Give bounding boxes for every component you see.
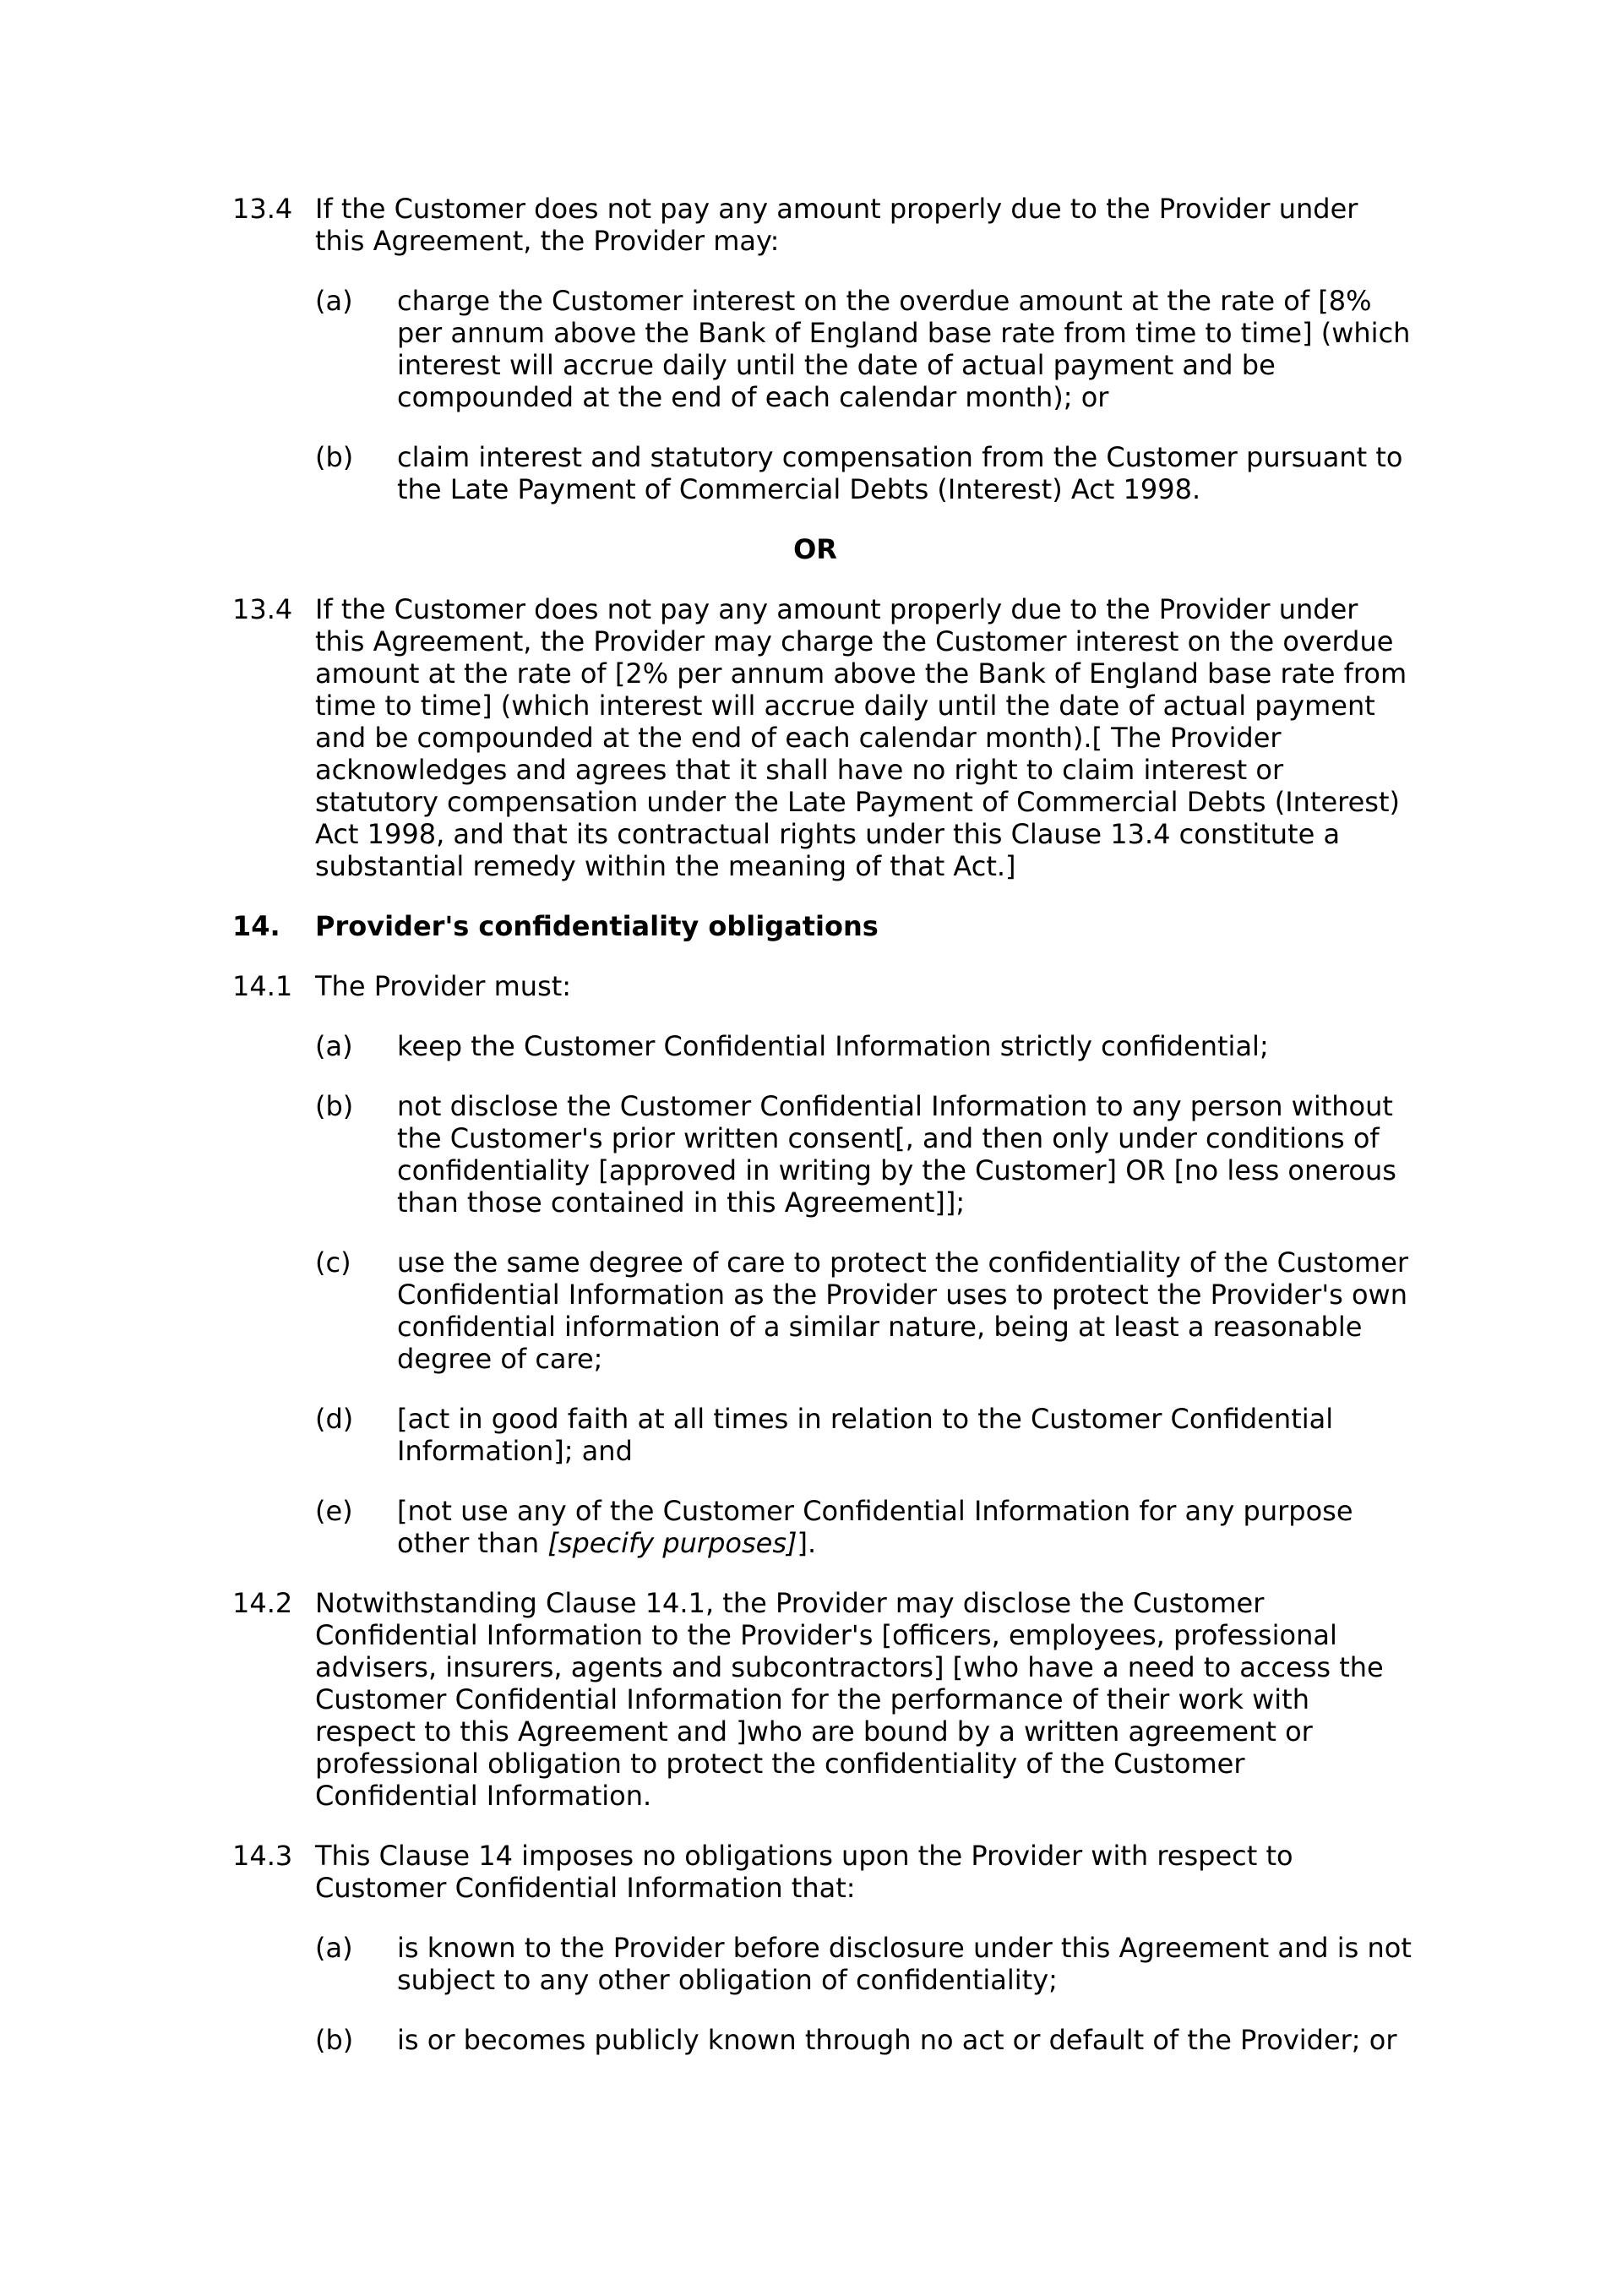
section-title: Provider's confidentiality obligations	[315, 910, 879, 942]
list-item	[232, 1403, 1415, 1467]
clause-14-1	[232, 970, 1415, 1002]
list-item	[232, 1932, 1415, 1996]
item-letter: (c)	[315, 1246, 351, 1279]
list-item	[232, 1246, 1415, 1375]
list-item	[232, 1495, 1415, 1559]
item-letter: (a)	[315, 1030, 353, 1062]
item-letter: (a)	[315, 1932, 353, 1964]
section-number: 14.	[232, 910, 280, 942]
clause-number: 14.3	[232, 1840, 293, 1872]
item-letter: (e)	[315, 1495, 353, 1527]
list-item	[232, 1090, 1415, 1219]
item-text-placeholder: [specify purposes]	[547, 1527, 797, 1559]
item-letter: (d)	[315, 1403, 354, 1435]
clause-text: The Provider must:	[315, 970, 572, 1002]
item-text: use the same degree of care to protect the confidentiality of the Customer Confidential Information as the Provider uses to protect the Provider's own confidential information of a similar nature, being at least a reasonable degree of care;	[397, 1246, 1409, 1375]
clause-number: 13.4	[232, 193, 293, 225]
clause-number: 13.4	[232, 593, 293, 625]
item-text: not disclose the Customer Confidential Information to any person without the Customer's prior written consent[, and then only under conditions of confidentiality [approved in writing by the Customer] OR [no less onerous than those contained in this Agreement]];	[397, 1090, 1396, 1219]
item-letter: (b)	[315, 441, 354, 473]
item-text: is or becomes publicly known through no act or default of the Provider; or	[397, 2024, 1397, 2056]
item-text: keep the Customer Confidential Information strictly confidential;	[397, 1030, 1269, 1062]
section-heading-14	[232, 910, 1415, 942]
or-separator: OR	[793, 533, 837, 565]
item-letter: (b)	[315, 2024, 354, 2056]
list-item	[232, 2024, 1415, 2056]
item-text: is known to the Provider before disclosure under this Agreement and is not subject to any other obligation of confidentiality;	[397, 1932, 1412, 1996]
document-page	[232, 193, 1415, 2084]
clause-14-3	[232, 1840, 1415, 1904]
list-item	[232, 441, 1415, 505]
clause-number: 14.2	[232, 1587, 293, 1619]
item-letter: (a)	[315, 285, 353, 317]
clause-text: Notwithstanding Clause 14.1, the Provider may disclose the Customer Confidential Information to the Provider's [officers, employees, professional advisers, insurers, agents and subcontractors] [who have a need to access the Customer Confidential Information for the performance of their work with respect to this Agreement and ]who are bound by a written agreement or professional obligation to protect the confidentiality of the Customer Confidential Information.	[315, 1587, 1384, 1812]
clause-number: 14.1	[232, 970, 293, 1002]
item-text-end: ].	[797, 1527, 817, 1559]
item-text-start: [not use any of the Customer Confidential Information for any purpose other than	[397, 1495, 1353, 1559]
item-text: [act in good faith at all times in relation to the Customer Confidential Information]; and	[397, 1403, 1334, 1467]
clause-14-2	[232, 1587, 1415, 1812]
clause-text: If the Customer does not pay any amount properly due to the Provider under this Agreement, the Provider may:	[315, 193, 1358, 257]
clause-text: If the Customer does not pay any amount properly due to the Provider under this Agreement, the Provider may charge the Customer interest on the overdue amount at the rate of [2% per annum above the Bank of England base rate from time to time] (which interest will accrue daily until the date of actual payment and be compounded at the end of each calendar month).[ The Provider acknowledges and agrees that it shall have no right to claim interest or statutory compensation under the Late Payment of Commercial Debts (Interest) Act 1998, and that its contractual rights under this Clause 13.4 constitute a substantial remedy within the meaning of that Act.]	[315, 593, 1407, 882]
clause-13-4-option-1	[232, 193, 1415, 257]
item-text: charge the Customer interest on the overdue amount at the rate of [8% per annum above the Bank of England base rate from time to time] (which interest will accrue daily until the date of actual payment and be compounded at the end of each calendar month); or	[397, 285, 1411, 413]
clause-text: This Clause 14 imposes no obligations upon the Provider with respect to Customer Confidential Information that:	[315, 1840, 1293, 1904]
item-text: claim interest and statutory compensation from the Customer pursuant to the Late Payment of Commercial Debts (Interest) Act 1998.	[397, 441, 1403, 505]
list-item	[232, 285, 1415, 413]
clause-13-4-option-2	[232, 593, 1415, 882]
item-letter: (b)	[315, 1090, 354, 1122]
list-item	[232, 1030, 1415, 1062]
